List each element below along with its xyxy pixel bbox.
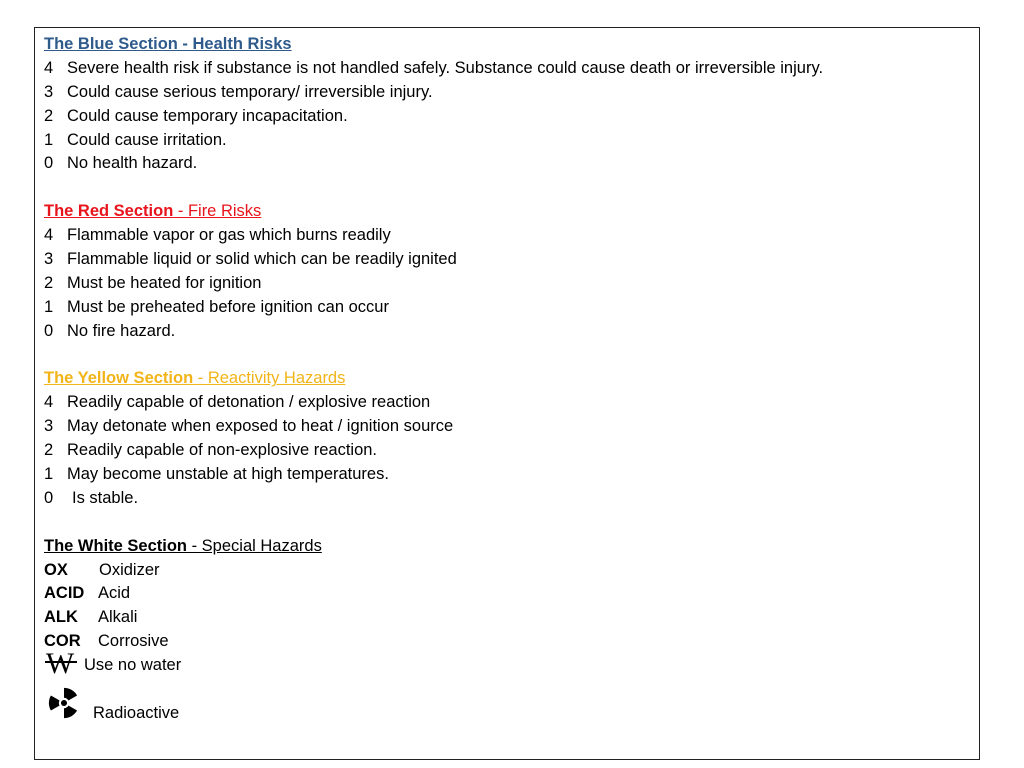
rating-text: May become unstable at high temperatures.	[67, 465, 389, 484]
reactivity-item-0	[44, 487, 964, 511]
special-section-title: The White Section	[44, 536, 188, 555]
special-item-cor	[44, 630, 964, 654]
fire-section-heading	[44, 200, 964, 224]
hazard-text: Radioactive	[93, 704, 180, 723]
svg-text:W: W	[45, 648, 75, 679]
fire-item-1	[44, 296, 964, 320]
special-item-no-water	[44, 648, 964, 679]
health-item-3	[44, 81, 964, 105]
special-item-alk	[44, 606, 964, 630]
rating-text: Readily capable of detonation / explosive reaction	[67, 393, 431, 412]
rating-text: Must be preheated before ignition can occur	[67, 297, 389, 316]
rating-number: 3	[44, 417, 54, 436]
special-section-heading	[44, 535, 964, 559]
rating-text: May detonate when exposed to heat / ignition source	[67, 417, 454, 436]
health-section-title: The Blue Section - Health Risks	[44, 35, 292, 53]
health-item-4	[44, 57, 964, 81]
rating-text: Flammable vapor or gas which burns readily	[67, 226, 391, 245]
rating-text: Flammable liquid or solid which can be readily ignited	[67, 250, 457, 269]
spacer	[44, 511, 964, 535]
rating-number: 1	[44, 297, 54, 316]
fire-section-title: The Red Section	[44, 202, 174, 221]
reactivity-section-subtitle: - Reactivity Hazards	[193, 369, 346, 388]
fire-item-3	[44, 248, 964, 272]
hazard-code: ALK	[44, 608, 78, 627]
crossed-w-icon	[44, 648, 78, 678]
health-item-0	[44, 152, 964, 176]
rating-number: 4	[44, 393, 54, 412]
fire-item-4	[44, 224, 964, 248]
radiation-icon	[46, 686, 82, 720]
rating-text: Could cause temporary incapacitation.	[67, 106, 348, 125]
spacer	[44, 678, 964, 686]
rating-number: 3	[44, 250, 54, 269]
hazard-text: Use no water	[84, 656, 182, 675]
rating-number: 0	[44, 154, 54, 173]
spacer	[44, 176, 964, 200]
rating-number: 0	[44, 488, 54, 507]
reactivity-item-1	[44, 463, 964, 487]
hazard-text: Corrosive	[98, 632, 169, 651]
rating-number: 0	[44, 321, 54, 340]
hazard-text: Oxidizer	[99, 560, 160, 579]
fire-item-2	[44, 272, 964, 296]
rating-text: No health hazard.	[67, 154, 198, 173]
special-section-subtitle: - Special Hazards	[187, 536, 322, 555]
fire-item-0	[44, 320, 964, 344]
reactivity-section-heading	[44, 367, 964, 391]
hazard-code: COR	[44, 632, 81, 651]
special-item-radioactive	[44, 702, 964, 726]
rating-text: Could cause serious temporary/ irreversible injury.	[67, 82, 433, 101]
hazard-code: ACID	[44, 584, 85, 603]
rating-number: 2	[44, 273, 54, 292]
rating-text: Severe health risk if substance is not handled safely. Substance could cause death or irreversible injury.	[67, 58, 824, 77]
rating-text: Readily capable of non-explosive reaction.	[67, 441, 378, 460]
rating-text: Must be heated for ignition	[67, 273, 262, 292]
rating-text: Is stable.	[72, 488, 139, 507]
hazard-text: Acid	[98, 584, 131, 603]
reactivity-item-2	[44, 439, 964, 463]
rating-number: 1	[44, 130, 54, 149]
rating-number: 4	[44, 226, 54, 245]
hazard-text: Alkali	[98, 608, 138, 627]
health-item-1	[44, 129, 964, 153]
health-item-2	[44, 105, 964, 129]
rating-text: No fire hazard.	[67, 321, 176, 340]
fire-section-subtitle: - Fire Risks	[173, 202, 262, 221]
rating-text: Could cause irritation.	[67, 130, 227, 149]
rating-number: 1	[44, 465, 54, 484]
rating-number: 2	[44, 441, 54, 460]
health-section-heading	[44, 33, 964, 57]
reactivity-section-title: The Yellow Section	[44, 369, 194, 388]
reactivity-item-4	[44, 391, 964, 415]
rating-number: 2	[44, 106, 54, 125]
reactivity-item-3	[44, 415, 964, 439]
special-item-ox	[44, 559, 964, 583]
special-item-acid	[44, 582, 964, 606]
rating-number: 3	[44, 82, 54, 101]
hazard-legend	[44, 33, 964, 726]
spacer	[44, 344, 964, 368]
rating-number: 4	[44, 58, 54, 77]
hazard-code: OX	[44, 560, 68, 579]
